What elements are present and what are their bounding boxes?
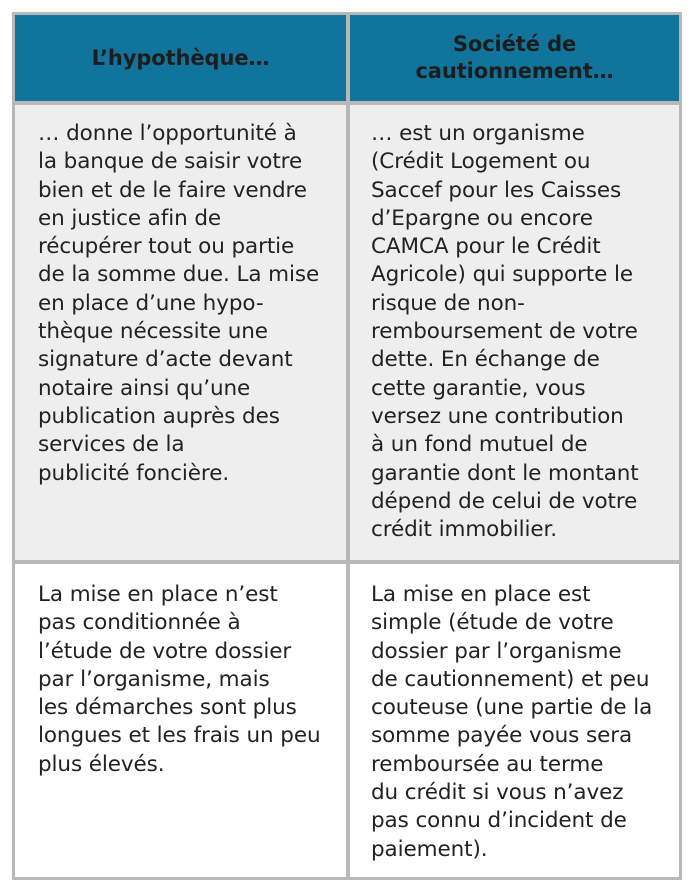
- comparison-table: [12, 12, 682, 880]
- cell-hypotheque-mise-en-place: La mise en place n’est pas conditionnée à l’étude de votre dossier par l’organisme, mais les démarches sont plus longues et les frais un peu plus élevés.: [15, 564, 346, 877]
- cell-hypotheque-definition: … donne l’opportunité à la banque de saisir votre bien et de le faire vendre en justice afin de récupérer tout ou partie de la somme due. La mise en place d’une hypo- thèque nécessite une signature d’acte devant notaire ainsi qu’une publication auprès des services de la publicité foncière.: [15, 105, 346, 560]
- cell-caution-mise-en-place: La mise en place est simple (étude de votre dossier par l’organisme de cautionnement) et peu couteuse (une partie de la somme payée vous sera remboursée au terme du crédit si vous n’avez pas connu d’incident de paiement).: [350, 564, 679, 877]
- header-hypotheque: L’hypothèque…: [15, 15, 346, 101]
- cell-caution-definition: … est un organisme (Crédit Logement ou Saccef pour les Caisses d’Epargne ou encore CAMCA pour le Crédit Agricole) qui supporte le risque de non- remboursement de votre dette. En échange de cette garantie, vous versez une contribution à un fond mutuel de garantie dont le montant dépend de celui de votre crédit immobilier.: [350, 105, 679, 560]
- header-societe-cautionnement: Société de cautionnement…: [350, 15, 679, 101]
